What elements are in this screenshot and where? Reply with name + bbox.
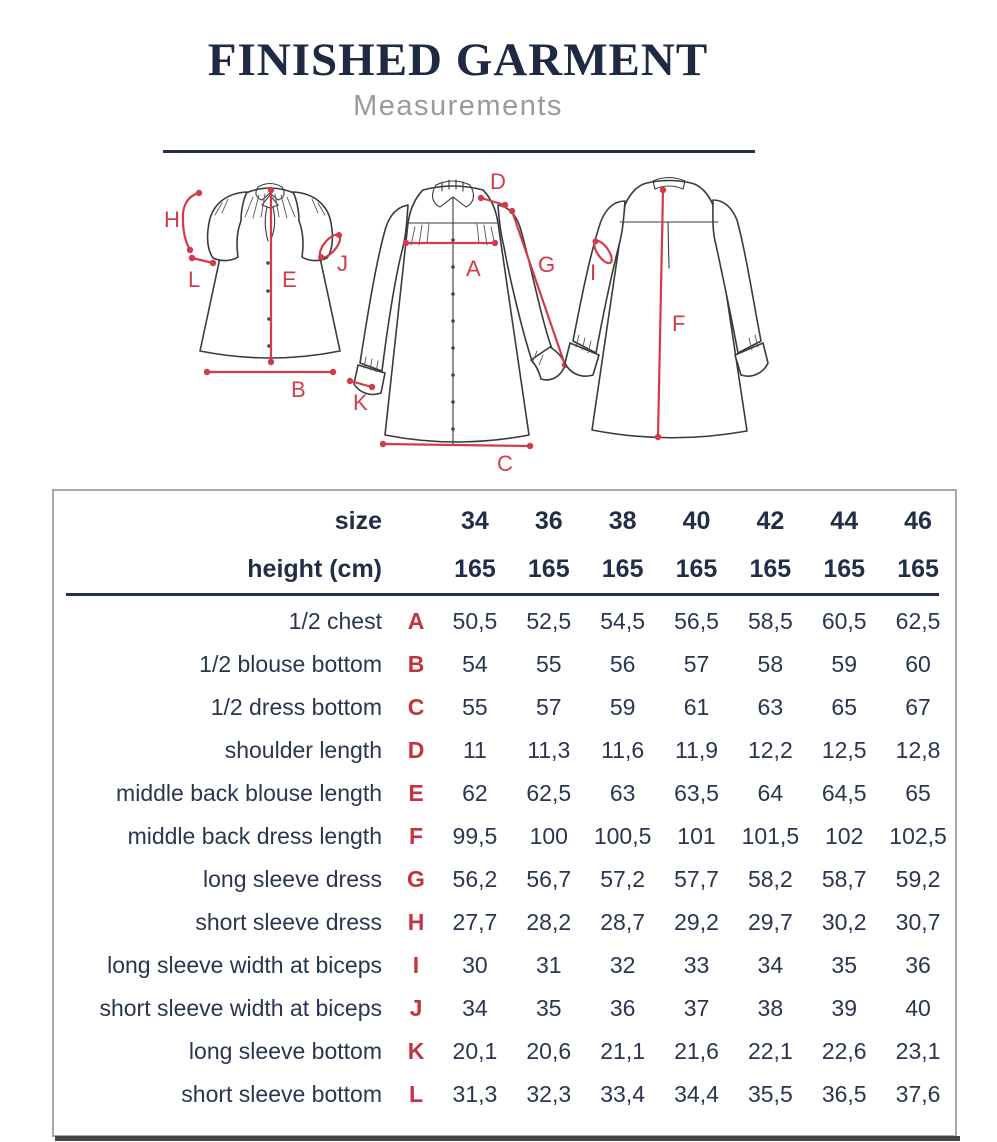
measurement-row [54, 729, 955, 772]
measurement-value: 36 [905, 952, 931, 978]
measurement-value: 37,6 [895, 1081, 941, 1107]
measurement-value: 32 [609, 952, 636, 978]
measurement-value: 33,4 [600, 1081, 646, 1107]
measurement-value: 11,9 [674, 737, 719, 763]
measurement-label: long sleeve dress [203, 866, 382, 892]
measurement-value: 35 [831, 952, 857, 978]
measurement-letter: L [408, 1081, 424, 1107]
measurement-value: 30 [462, 952, 488, 978]
measurement-letter: J [409, 995, 423, 1021]
garment-diagrams [160, 165, 790, 477]
measurement-value: 58,5 [747, 608, 793, 634]
measurement-value: 38 [757, 995, 784, 1021]
measurement-value: 59,2 [895, 866, 941, 892]
measurement-value: 101,5 [741, 823, 800, 849]
measurement-value: 56,5 [674, 608, 719, 634]
measurement-value: 57,7 [674, 866, 719, 892]
measurement-letter: K [407, 1038, 425, 1064]
height-value: 165 [897, 554, 939, 583]
measurement-value: 12,5 [821, 737, 867, 763]
measurement-value: 12,8 [895, 737, 941, 763]
measurement-value: 36 [609, 995, 636, 1021]
measurement-value: 28,2 [526, 909, 572, 935]
measurement-value: 20,6 [526, 1038, 572, 1064]
measurement-value: 20,1 [452, 1038, 498, 1064]
size-table [52, 489, 957, 1137]
diagram-label-C: C [497, 451, 513, 476]
measurement-value: 35 [535, 995, 562, 1021]
measurement-value: 64 [757, 780, 784, 806]
title-divider [163, 150, 755, 153]
measurement-value: 67 [905, 694, 931, 720]
measurement-value: 58,2 [747, 866, 793, 892]
measurement-value: 62,5 [526, 780, 572, 806]
measurement-value: 63,5 [674, 780, 719, 806]
measurement-letter: A [407, 608, 425, 634]
page-header [60, 36, 856, 123]
measurement-label: short sleeve width at biceps [99, 995, 382, 1021]
blouse-front-sketch [164, 184, 348, 403]
measurement-value: 64,5 [821, 780, 867, 806]
height-value: 165 [749, 554, 792, 583]
measurement-value: 57 [535, 694, 562, 720]
measurement-value: 34 [462, 995, 488, 1021]
measurement-letter: D [407, 737, 425, 763]
measurement-label: 1/2 dress bottom [210, 694, 382, 720]
size-value: 34 [461, 506, 489, 535]
measurement-value: 65 [905, 780, 931, 806]
measurement-value: 61 [683, 694, 710, 720]
measurement-value: 30,7 [895, 909, 941, 935]
measurement-value: 65 [831, 694, 857, 720]
measurement-row [54, 686, 955, 729]
measurement-value: 23,1 [895, 1038, 941, 1064]
measurement-value: 30,2 [821, 909, 867, 935]
diagram-label-A: A [466, 256, 481, 281]
measurement-value: 100 [529, 823, 568, 849]
page-title: FINISHED GARMENT [207, 34, 709, 86]
measurement-value: 54 [462, 651, 488, 677]
measurement-value: 60,5 [821, 608, 867, 634]
size-value: 38 [608, 506, 637, 535]
table-body [54, 596, 955, 1116]
measurement-label: shoulder length [224, 737, 382, 763]
dress-back-sketch [565, 178, 768, 441]
next-section-rule [55, 1136, 960, 1141]
measurement-value: 56,2 [452, 866, 498, 892]
measurement-row [54, 1073, 955, 1116]
measurement-value: 32,3 [526, 1081, 572, 1107]
measurement-value: 21,1 [600, 1038, 646, 1064]
diagram-label-K: K [353, 390, 368, 415]
measurement-value: 31 [535, 952, 562, 978]
measurement-letter: B [407, 651, 425, 677]
measurement-value: 59 [609, 694, 636, 720]
diagram-label-D: D [490, 169, 506, 194]
measurement-value: 57 [683, 651, 710, 677]
measurement-value: 29,2 [674, 909, 719, 935]
measurement-row [54, 944, 955, 987]
measurement-value: 63 [757, 694, 784, 720]
measurement-value: 11,6 [601, 737, 645, 763]
measurement-label: short sleeve dress [195, 909, 382, 935]
height-value: 165 [454, 554, 496, 583]
diagram-label-H: H [164, 207, 180, 232]
measurement-value: 57,2 [600, 866, 646, 892]
measurement-value: 62,5 [895, 608, 941, 634]
size-value: 36 [534, 506, 563, 535]
measurement-value: 22,6 [821, 1038, 867, 1064]
measurement-value: 29,7 [747, 909, 793, 935]
diagram-label-L: L [188, 267, 201, 292]
measurement-value: 21,6 [674, 1038, 719, 1064]
measurement-value: 60 [905, 651, 931, 677]
measurement-row [54, 901, 955, 944]
measurement-label: middle back blouse length [116, 780, 382, 806]
diagram-label-E: E [282, 267, 297, 292]
measurement-letter: H [407, 909, 425, 935]
measurement-row [54, 815, 955, 858]
height-row [54, 545, 955, 593]
measurement-label: middle back dress length [127, 823, 382, 849]
measurement-value: 36,5 [821, 1081, 867, 1107]
size-value: 42 [756, 506, 785, 535]
size-value: 44 [830, 506, 859, 535]
garment-measurement-sketch [160, 165, 790, 477]
measurement-value: 59 [831, 651, 857, 677]
size-row [54, 497, 955, 545]
measurement-letter: G [407, 866, 425, 892]
measurement-row [54, 772, 955, 815]
size-header-label: size [334, 506, 382, 535]
diagram-label-J: J [337, 251, 348, 276]
measurement-value: 62 [462, 780, 488, 806]
measurement-row [54, 643, 955, 686]
height-value: 165 [823, 554, 866, 583]
diagram-label-G: G [538, 252, 556, 277]
measurement-value: 102 [825, 823, 864, 849]
size-value: 40 [682, 506, 711, 535]
measurement-value: 55 [535, 651, 562, 677]
measurement-value: 34,4 [674, 1081, 719, 1107]
measurement-value: 58 [757, 651, 784, 677]
height-value: 165 [527, 554, 570, 583]
measurement-letter: I [412, 952, 420, 978]
table-header [54, 491, 955, 593]
measurement-row [54, 1030, 955, 1073]
measurement-value: 58,7 [821, 866, 867, 892]
height-header-label: height (cm) [247, 554, 382, 583]
measurement-value: 11,3 [527, 737, 571, 763]
measurement-value: 34 [757, 952, 784, 978]
measurement-value: 102,5 [889, 823, 947, 849]
measurement-value: 22,1 [747, 1038, 793, 1064]
measurement-value: 101 [677, 823, 716, 849]
measurement-value: 12,2 [747, 737, 793, 763]
measurement-letter: C [407, 694, 425, 720]
measurement-value: 50,5 [452, 608, 498, 634]
measurement-value: 54,5 [600, 608, 646, 634]
measurement-value: 63 [609, 780, 636, 806]
measurement-value: 27,7 [452, 909, 498, 935]
measurement-letter: F [408, 823, 424, 849]
measurement-label: 1/2 chest [288, 608, 382, 634]
measurement-value: 35,5 [747, 1081, 793, 1107]
height-value: 165 [601, 554, 644, 583]
measurement-value: 33 [683, 952, 710, 978]
measurement-row [54, 858, 955, 901]
measurement-label: short sleeve bottom [181, 1081, 382, 1107]
measurement-value: 100,5 [593, 823, 652, 849]
measurement-label: long sleeve bottom [188, 1038, 382, 1064]
size-value: 46 [904, 506, 932, 535]
diagram-label-I: I [590, 260, 597, 285]
measurement-label: 1/2 blouse bottom [199, 651, 382, 677]
dress-front-sketch [347, 169, 568, 476]
measurement-value: 52,5 [526, 608, 572, 634]
measurement-value: 11 [462, 737, 487, 763]
measurement-value: 55 [462, 694, 488, 720]
measurement-value: 37 [683, 995, 710, 1021]
diagram-label-F: F [672, 311, 686, 336]
height-value: 165 [675, 554, 718, 583]
measurement-value: 56 [609, 651, 636, 677]
measurement-value: 28,7 [600, 909, 646, 935]
measurement-value: 99,5 [452, 823, 498, 849]
measurement-value: 40 [905, 995, 931, 1021]
measurement-row [54, 987, 955, 1030]
measurement-row [54, 600, 955, 643]
measurement-letter: E [408, 780, 424, 806]
diagram-label-B: B [291, 377, 306, 402]
measurement-value: 56,7 [526, 866, 572, 892]
measurement-label: long sleeve width at biceps [107, 952, 382, 978]
measurement-value: 31,3 [452, 1081, 498, 1107]
measurement-value: 39 [831, 995, 857, 1021]
page-subtitle: Measurements [353, 90, 563, 123]
